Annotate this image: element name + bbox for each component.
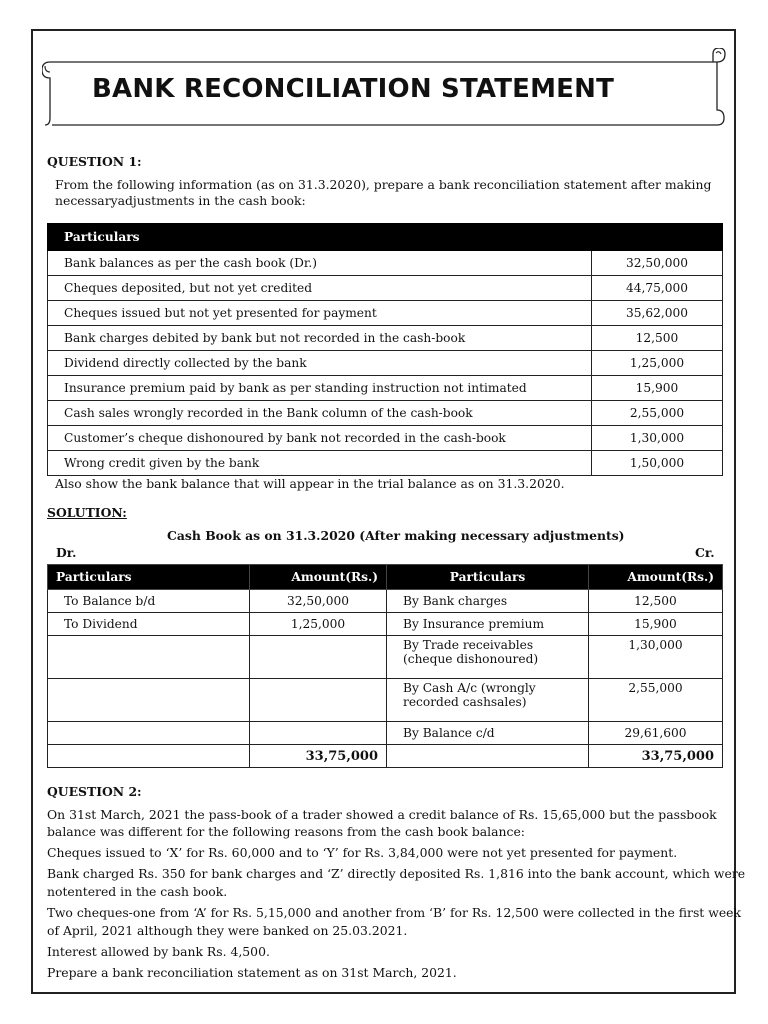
question-2-line: notentered in the cash book. <box>47 884 228 899</box>
cr-particulars-header: Particulars <box>387 565 589 590</box>
question-2-line: Interest allowed by bank Rs. 4,500. <box>47 944 270 959</box>
question-1-intro-line1: From the following information (as on 31.3.2020), prepare a bank reconciliation statement after making <box>55 177 712 192</box>
particular-cell: Bank balances as per the cash book (Dr.) <box>48 251 592 276</box>
cr-particular-line2: (cheque dishonoured) <box>403 652 539 666</box>
question-2-line: On 31st March, 2021 the pass-book of a trader showed a credit balance of Rs. 15,65,000 but the passbook <box>47 807 717 822</box>
dr-particular-cell: To Dividend <box>48 613 250 636</box>
dr-total: 33,75,000 <box>250 745 387 768</box>
totals-row <box>48 745 723 768</box>
dr-amount-cell: 32,50,000 <box>250 590 387 613</box>
particular-cell: Cheques issued but not yet presented for payment <box>48 301 592 326</box>
table-row <box>48 326 723 351</box>
cr-total: 33,75,000 <box>589 745 723 768</box>
dr-particular-cell <box>48 636 250 679</box>
amount-cell: 1,30,000 <box>592 426 723 451</box>
question-2-line: Prepare a bank reconciliation statement as on 31st March, 2021. <box>47 965 457 980</box>
dr-total-label-blank <box>48 745 250 768</box>
cr-particular-line1: By Cash A/c (wrongly <box>403 681 536 695</box>
question-1-heading: QUESTION 1: <box>47 154 142 169</box>
cr-label: Cr. <box>695 545 715 560</box>
particular-cell: Wrong credit given by the bank <box>48 451 592 476</box>
cr-amount-cell: 29,61,600 <box>589 722 723 745</box>
question-1-intro-line2: necessaryadjustments in the cash book: <box>55 193 306 208</box>
solution-heading: SOLUTION: <box>47 505 127 520</box>
particular-cell: Dividend directly collected by the bank <box>48 351 592 376</box>
table-row <box>48 451 723 476</box>
question-2-line: Bank charged Rs. 350 for bank charges and ‘Z’ directly deposited Rs. 1,816 into the bank account, which were <box>47 866 746 881</box>
cr-amount-cell: 12,500 <box>589 590 723 613</box>
cr-particular-cell: By Insurance premium <box>387 613 589 636</box>
cr-amount-cell: 1,30,000 <box>589 636 723 679</box>
question-2-heading: QUESTION 2: <box>47 784 142 799</box>
dr-label: Dr. <box>56 545 77 560</box>
table-row <box>48 376 723 401</box>
table-row <box>48 636 723 679</box>
question-1-table-header <box>48 224 723 251</box>
question-2-line: balance was different for the following reasons from the cash book balance: <box>47 824 525 839</box>
amount-cell: 1,50,000 <box>592 451 723 476</box>
page-title: BANK RECONCILIATION STATEMENT <box>92 74 615 104</box>
dr-amount-cell <box>250 636 387 679</box>
particulars-header: Particulars <box>48 224 592 251</box>
table-row <box>48 401 723 426</box>
amount-cell: 32,50,000 <box>592 251 723 276</box>
amount-cell: 1,25,000 <box>592 351 723 376</box>
amount-cell: 12,500 <box>592 326 723 351</box>
cr-particular-cell: By Bank charges <box>387 590 589 613</box>
dr-particular-cell: To Balance b/d <box>48 590 250 613</box>
cash-book-header <box>48 565 723 590</box>
amount-cell: 15,900 <box>592 376 723 401</box>
cr-particular-cell <box>387 636 589 679</box>
question-2-line: Cheques issued to ‘X’ for Rs. 60,000 and to ‘Y’ for Rs. 3,84,000 were not yet presented for payment. <box>47 845 678 860</box>
cr-amount-cell: 2,55,000 <box>589 679 723 722</box>
particular-cell: Customer’s cheque dishonoured by bank not recorded in the cash-book <box>48 426 592 451</box>
amount-header-blank <box>592 224 723 251</box>
dr-amount-cell: 1,25,000 <box>250 613 387 636</box>
amount-cell: 2,55,000 <box>592 401 723 426</box>
particular-cell: Insurance premium paid by bank as per standing instruction not intimated <box>48 376 592 401</box>
dr-amount-cell <box>250 679 387 722</box>
dr-particular-cell <box>48 722 250 745</box>
cr-particular-cell: By Balance c/d <box>387 722 589 745</box>
question-1-footer: Also show the bank balance that will appear in the trial balance as on 31.3.2020. <box>55 476 565 491</box>
cashbook-title: Cash Book as on 31.3.2020 (After making necessary adjustments) <box>167 528 625 543</box>
table-row <box>48 613 723 636</box>
particular-cell: Cash sales wrongly recorded in the Bank column of the cash-book <box>48 401 592 426</box>
table-row <box>48 276 723 301</box>
cr-amount-cell: 15,900 <box>589 613 723 636</box>
table-row <box>48 426 723 451</box>
amount-cell: 44,75,000 <box>592 276 723 301</box>
dr-amount-cell <box>250 722 387 745</box>
cash-book-table <box>47 564 723 768</box>
cr-particular-cell <box>387 679 589 722</box>
cr-particular-line1: By Trade receivables <box>403 638 534 652</box>
amount-cell: 35,62,000 <box>592 301 723 326</box>
table-row <box>48 590 723 613</box>
question-2-line: Two cheques-one from ‘A’ for Rs. 5,15,000 and another from ‘B’ for Rs. 12,500 were collected in the first week <box>47 905 741 920</box>
dr-particulars-header: Particulars <box>48 565 250 590</box>
table-row <box>48 301 723 326</box>
dr-amount-header: Amount(Rs.) <box>250 565 387 590</box>
particular-cell: Bank charges debited by bank but not recorded in the cash-book <box>48 326 592 351</box>
question-1-table <box>47 223 723 476</box>
table-row <box>48 351 723 376</box>
cr-amount-header: Amount(Rs.) <box>589 565 723 590</box>
table-row <box>48 251 723 276</box>
cr-particular-line2: recorded cashsales) <box>403 695 527 709</box>
particular-cell: Cheques deposited, but not yet credited <box>48 276 592 301</box>
table-row <box>48 722 723 745</box>
dr-particular-cell <box>48 679 250 722</box>
table-row <box>48 679 723 722</box>
cr-total-label-blank <box>387 745 589 768</box>
question-2-line: of April, 2021 although they were banked on 25.03.2021. <box>47 923 408 938</box>
